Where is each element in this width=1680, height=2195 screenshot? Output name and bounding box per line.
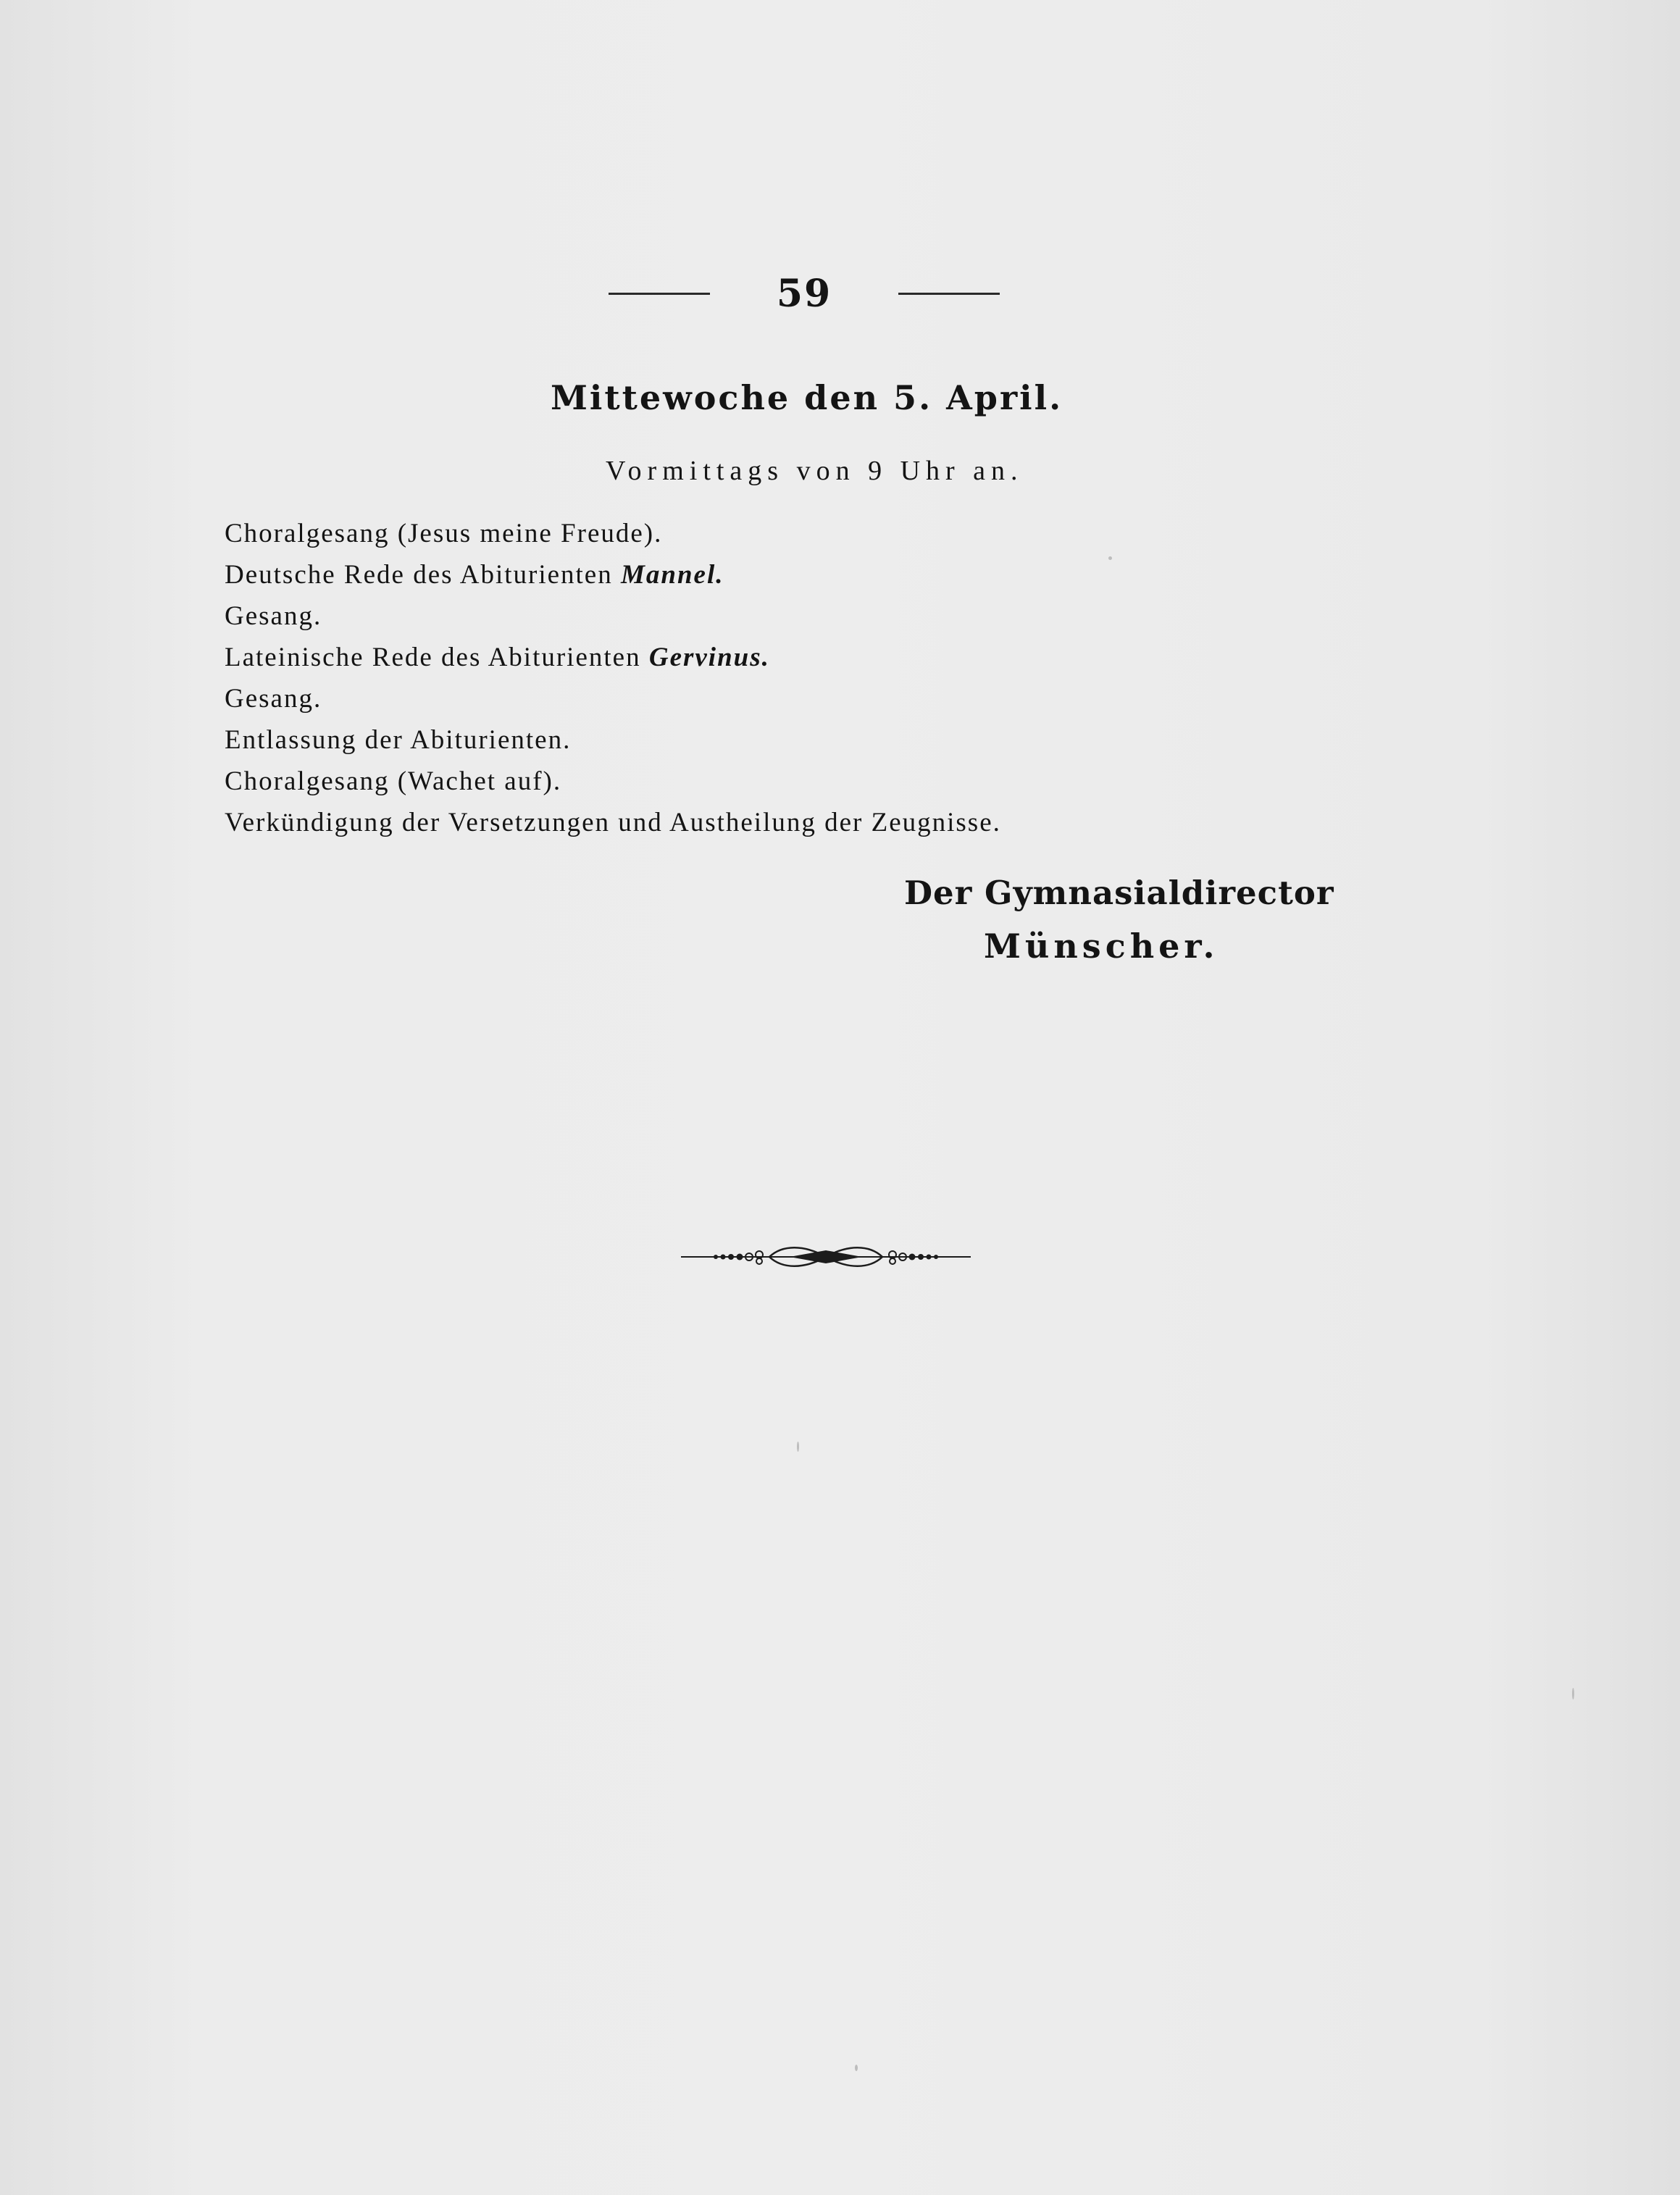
page-header — [609, 268, 1000, 319]
program-item-text: Entlassung der Abiturienten. — [225, 725, 572, 755]
signature-block — [904, 874, 1411, 966]
header-rule-left — [609, 293, 710, 295]
program-item — [225, 637, 1166, 678]
paper-speck — [1108, 556, 1112, 560]
program-item — [225, 761, 1166, 802]
paper-speck — [797, 1442, 799, 1452]
program-item-text: Verkündigung der Versetzungen und Austheilung der Zeugnisse. — [225, 808, 1001, 837]
program-item-text: Choralgesang (Wachet auf). — [225, 766, 562, 796]
program-item — [225, 554, 1166, 595]
program-item-text: Deutsche Rede des Abiturienten — [225, 560, 621, 590]
date-heading: Mittewoche den 5. April. — [551, 378, 1063, 417]
paper-speck — [855, 2065, 858, 2071]
signature-name: Münscher. — [984, 927, 1219, 966]
program-item-text: Lateinische Rede des Abiturienten — [225, 643, 649, 672]
time-subheading: Vormittags von 9 Uhr an. — [606, 456, 1024, 486]
program-item — [225, 595, 1166, 637]
program-item — [225, 678, 1166, 719]
program-list — [225, 513, 1166, 843]
program-item-name: Mannel. — [620, 560, 724, 590]
signature-title: Der Gymnasialdirector — [904, 874, 1334, 912]
program-item-text: Gesang. — [225, 601, 322, 631]
paper-speck — [1572, 1688, 1574, 1699]
program-item-text: Gesang. — [225, 684, 322, 714]
program-item — [225, 513, 1166, 554]
program-item — [225, 802, 1166, 843]
ornament-divider — [681, 1240, 971, 1274]
program-item — [225, 719, 1166, 761]
header-rule-right — [898, 293, 1000, 295]
program-item-name: Gervinus. — [648, 643, 770, 672]
page-number: 59 — [776, 271, 832, 316]
program-item-text: Choralgesang (Jesus meine Freude). — [225, 519, 663, 548]
